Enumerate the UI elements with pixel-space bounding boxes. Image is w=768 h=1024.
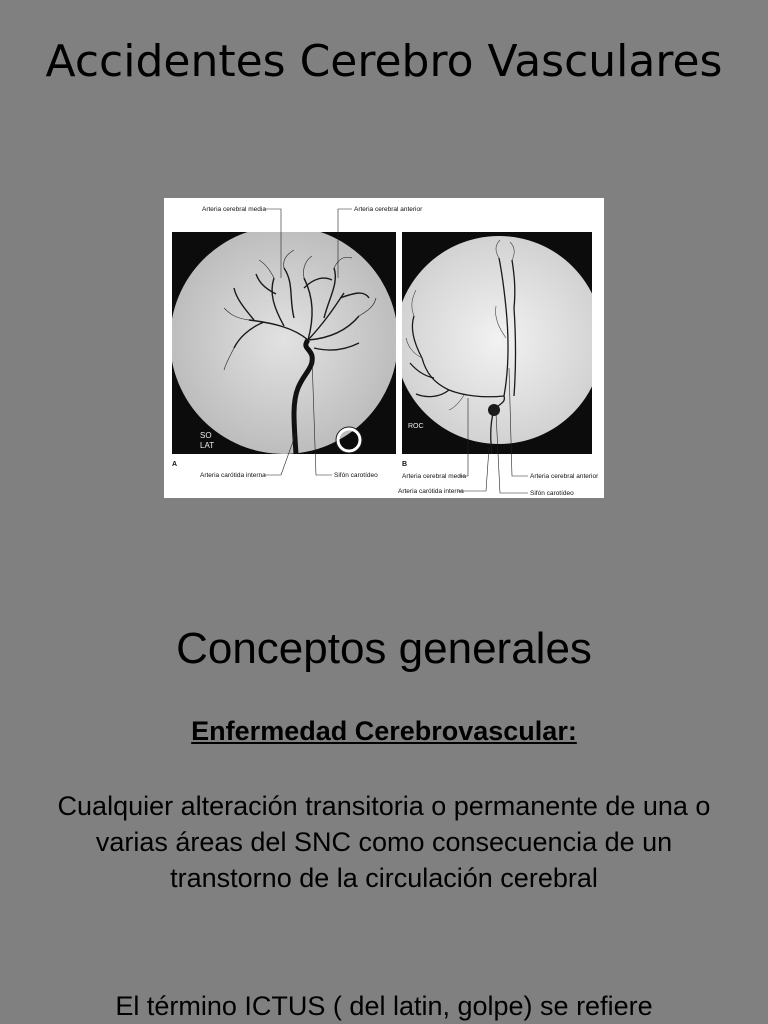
label-a-arteria-cerebral-media: Arteria cerebral media — [202, 206, 266, 213]
label-a-sifon-carotideo: Sifón carotídeo — [334, 472, 378, 479]
ictus-paragraph: El término ICTUS ( del latin, golpe) se refiere — [115, 991, 653, 1021]
label-b-arteria-cerebral-anterior: Arteria cerebral anterior — [530, 473, 599, 480]
panel-a-marker: SO — [200, 431, 212, 440]
label-b-arteria-carotida-interna: Arteria carótida interna — [398, 488, 464, 495]
slide-title: Accidentes Cerebro Vasculares — [45, 36, 723, 87]
panel-a-image — [170, 226, 398, 454]
label-a-arteria-carotida-interna: Arteria carótida interna — [200, 472, 266, 479]
panel-b-image — [395, 232, 603, 454]
angiography-illustration — [164, 198, 604, 498]
label-arteria-cerebral-anterior-top: Arteria cerebral anterior — [354, 206, 423, 213]
label-b-sifon-carotideo: Sifón carotídeo — [530, 490, 574, 497]
panel-b-marker: ROC — [408, 423, 424, 430]
panel-a-letter: A — [172, 461, 178, 468]
panel-b-letter: B — [402, 461, 408, 468]
label-b-arteria-cerebral-media: Arteria cerebral media — [402, 473, 466, 480]
section-subheading: Enfermedad Cerebrovascular: — [191, 716, 577, 746]
angiography-figure — [164, 198, 604, 498]
section-heading: Conceptos generales — [176, 624, 592, 673]
definition-paragraph: Cualquier alteración transitoria o permanente de una o varias áreas del SNC como consecuencia de un transtorno de la circulación cerebral — [57, 791, 711, 893]
svg-text:LAT: LAT — [200, 441, 215, 450]
